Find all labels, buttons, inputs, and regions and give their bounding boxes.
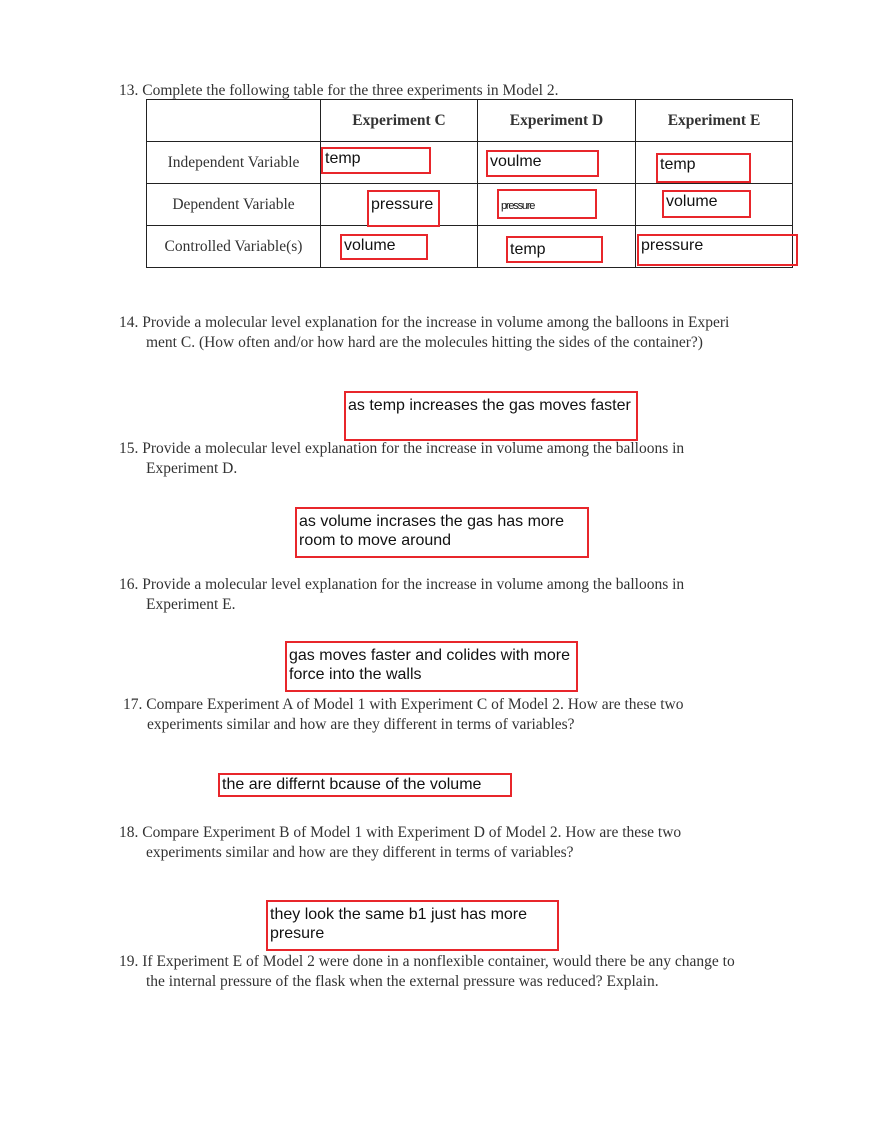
- table-header-row: [147, 100, 793, 142]
- answer-independent-d[interactable]: voulme: [486, 150, 599, 177]
- question-18: [119, 823, 681, 863]
- answer-dependent-e[interactable]: volume: [662, 190, 751, 218]
- table-header-blank: [147, 100, 321, 142]
- question-number: 17.: [123, 696, 143, 713]
- row-label-independent: Independent Variable: [147, 142, 321, 184]
- question-text-line-1: Provide a molecular level explanation for the increase in volume among the balloons in: [142, 440, 685, 457]
- answer-q16[interactable]: gas moves faster and colides with more force into the walls: [285, 641, 578, 692]
- question-text-line-1: Provide a molecular level explanation for the increase in volume among the balloons in Experi: [142, 314, 730, 331]
- question-14: [119, 313, 729, 353]
- table-header-experiment-c: Experiment C: [321, 100, 478, 142]
- question-text-line-2: experiments similar and how are they different in terms of variables?: [147, 716, 575, 733]
- table-header-experiment-e: Experiment E: [636, 100, 793, 142]
- question-number: 18.: [119, 824, 139, 841]
- question-text-line-2: experiments similar and how are they different in terms of variables?: [146, 844, 574, 861]
- table-header-experiment-d: Experiment D: [478, 100, 636, 142]
- question-number: 13.: [119, 82, 139, 99]
- question-number: 14.: [119, 314, 139, 331]
- answer-controlled-d[interactable]: temp: [506, 236, 603, 263]
- answer-q15[interactable]: as volume incrases the gas has more room to move around: [295, 507, 589, 558]
- question-text-line-2: ment C. (How often and/or how hard are the molecules hitting the sides of the container?): [146, 334, 703, 351]
- answer-dependent-c[interactable]: pressure: [367, 190, 440, 227]
- question-16: [119, 575, 684, 615]
- question-text-line-2: Experiment E.: [146, 596, 236, 613]
- answer-controlled-c[interactable]: volume: [340, 234, 428, 260]
- answer-controlled-e[interactable]: pressure: [637, 234, 798, 266]
- question-text-line-1: Compare Experiment A of Model 1 with Experiment C of Model 2. How are these two: [146, 696, 684, 713]
- question-text-line-1: Provide a molecular level explanation for the increase in volume among the balloons in: [142, 576, 685, 593]
- question-text-line-2: the internal pressure of the flask when the external pressure was reduced? Explain.: [146, 973, 659, 990]
- question-17: [123, 695, 683, 735]
- question-text: Complete the following table for the three experiments in Model 2.: [142, 82, 559, 99]
- answer-independent-e[interactable]: temp: [656, 153, 751, 183]
- row-label-controlled: Controlled Variable(s): [147, 226, 321, 268]
- row-label-dependent: Dependent Variable: [147, 184, 321, 226]
- question-19: [119, 952, 735, 992]
- question-number: 15.: [119, 440, 139, 457]
- question-13: [119, 81, 559, 101]
- question-text-line-1: If Experiment E of Model 2 were done in a nonflexible container, would there be any change to: [142, 953, 735, 970]
- question-15: [119, 439, 684, 479]
- question-number: 16.: [119, 576, 139, 593]
- question-text-line-1: Compare Experiment B of Model 1 with Experiment D of Model 2. How are these two: [142, 824, 682, 841]
- question-text-line-2: Experiment D.: [146, 460, 238, 477]
- answer-q17[interactable]: the are differnt bcause of the volume: [218, 773, 512, 797]
- answer-q14[interactable]: as temp increases the gas moves faster: [344, 391, 638, 441]
- question-number: 19.: [119, 953, 139, 970]
- answer-independent-c[interactable]: temp: [321, 147, 431, 174]
- answer-dependent-d[interactable]: pressure: [497, 189, 597, 219]
- answer-q18[interactable]: they look the same b1 just has more presure: [266, 900, 559, 951]
